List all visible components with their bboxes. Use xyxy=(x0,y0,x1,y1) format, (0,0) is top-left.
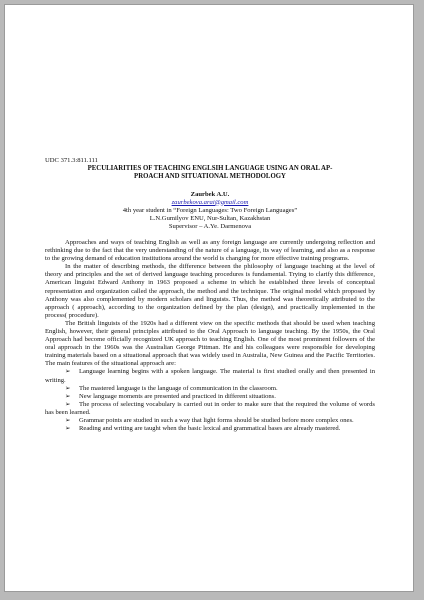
arrow-bullet-icon: ➢ xyxy=(65,368,71,376)
affiliation-line: 4th year student in “Foreign Languages: Two Foreign Languages” xyxy=(122,206,298,214)
list-item: ➢ The mastered language is the language of communication in the classroom. xyxy=(65,384,278,392)
list-item: ➢ New language moments are presented and practiced in different situations. xyxy=(65,392,276,400)
paragraph: In the matter of describing methods, the difference between the philosophy of language teaching at the level of theory and principles and the set of derived language teaching procedures is fundamental. Trying to clarify this difference, American linguist Edward Anthony in 1963 proposed a scheme in which he established three levels of conceptual representation and organization called the approach, the method and the technique. The original model which proposed by Anthony was also complemented by modern scholars and linguists. Thus, the method was theoretically attributed to the approach ( approach), according to the organization defined by the plan (design), and practically implemented in the process( procedure). xyxy=(45,263,375,319)
arrow-bullet-icon: ➢ xyxy=(65,400,71,408)
author-email-link[interactable]: zaurbekova.arai@gmail.com xyxy=(171,198,249,206)
arrow-bullet-icon: ➢ xyxy=(65,417,71,425)
list-item: ➢ Grammar points are studied in such a way that light forms should be studied before more complex ones. xyxy=(65,417,354,425)
title-line-2: PROACH AND SITUATIONAL METHODOLOGY xyxy=(134,173,286,181)
list-item: ➢ Language learning begins with a spoken language. The material is first studied orally and then presented in writing. xyxy=(45,368,375,384)
arrow-bullet-icon: ➢ xyxy=(65,392,71,400)
article-body xyxy=(45,157,375,433)
udc-code: UDC 371.3:811.111 xyxy=(45,157,98,164)
list-item: ➢ Reading and writing are taught when the basic lexical and grammatical bases are already mastered. xyxy=(65,425,341,433)
paragraph: Approaches and ways of teaching English as well as any foreign language are currently undergoing reflection and rethinking due to the fact that the very understanding of the nature of a language, its way of learning, and also as a response to the growing demand of education institutions around the world is changing for more effective training programs. xyxy=(45,238,375,263)
document-page xyxy=(4,4,414,592)
affiliation-line: L.N.Gumilyov ENU, Nur-Sultan, Kazakhstan xyxy=(149,214,271,222)
list-item: ➢ The process of selecting vocabulary is carried out in order to make sure that the required the volume of words has been learned. xyxy=(45,400,375,416)
paragraph: The British linguists of the 1920s had a different view on the specific methods that should be used when teaching English, however, their general principles attributed to the Oral Approach to language teaching. By the 1950s, the Oral Approach had become officially recognized UK approach to teaching English. One of the most prominent followers of the oral approach in the 1960s was the Australian George Pittman. He and his colleagues were responsible for developing training materials based on a situational approach that was widely used in Australia, New Guinea and the Pacific Territories. The main features of the situational approach are: xyxy=(45,319,375,368)
supervisor-line: Supervisor – A.Ye. Darmenova xyxy=(168,222,252,230)
arrow-bullet-icon: ➢ xyxy=(65,384,71,392)
author-name: Zaurbek A.U. xyxy=(190,190,230,198)
title-line-1: PECULIARITIES OF TEACHING ENGLSIH LANGUAGE USING AN ORAL AP- xyxy=(87,165,333,173)
article-title xyxy=(45,165,375,181)
arrow-bullet-icon: ➢ xyxy=(65,425,71,433)
